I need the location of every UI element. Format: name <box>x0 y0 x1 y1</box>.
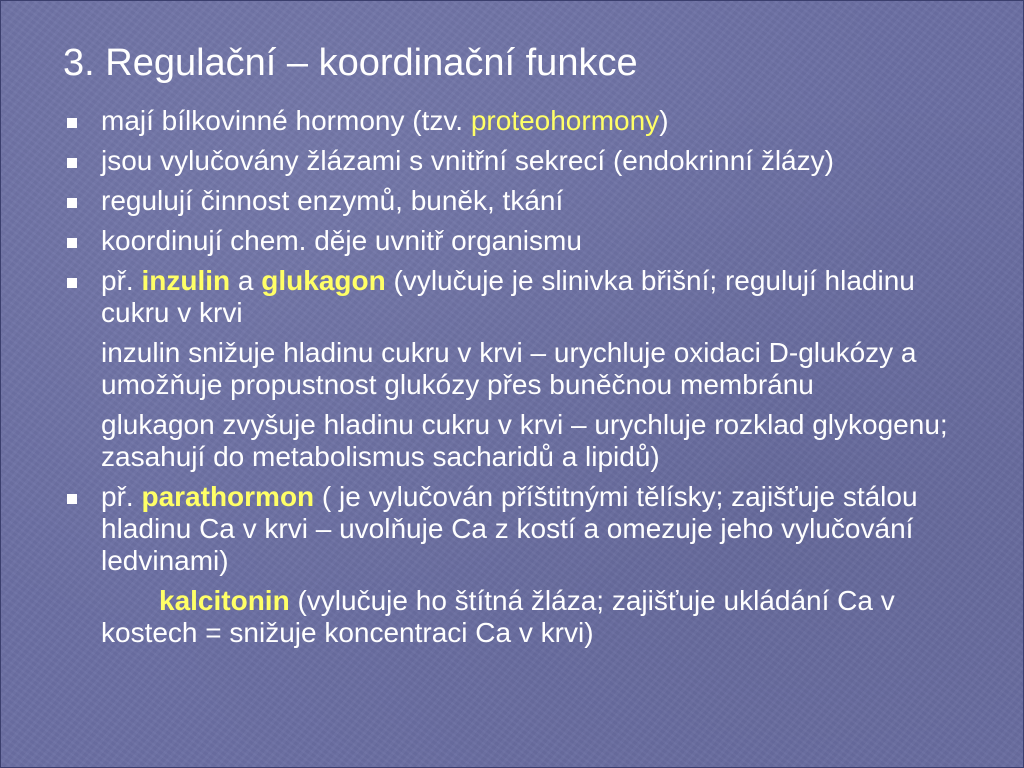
paragraph-text: inzulin snižuje hladinu cukru v krvi – urychluje oxidaci D-glukózy a umožňuje propustnost glukózy přes buněčnou membránu <box>101 337 917 400</box>
bullet-item-parathormon <box>65 481 965 577</box>
term-kalcitonin: kalcitonin <box>159 585 290 616</box>
bullet-item-endocrine-glands <box>65 145 965 177</box>
term-glukagon: glukagon <box>261 265 386 296</box>
bullet-text: ( je vylučován příštitnými tělísky; zajišťuje stálou hladinu Ca v krvi – uvolňuje Ca z kostí a omezuje jeho vylučování ledvinami) <box>101 481 918 576</box>
bullet-text: (vylučuje je slinivka břišní; regulují hladinu cukru v krvi <box>101 265 915 328</box>
bullet-text: koordinují chem. děje uvnitř organismu <box>101 225 582 256</box>
paragraph-text: (vylučuje ho štítná žláza; zajišťuje ukládání Ca v kostech = snižuje koncentraci Ca v krvi) <box>101 585 895 648</box>
bullet-text: ) <box>659 105 669 136</box>
bullet-item-coordinate <box>65 225 965 257</box>
term-inzulin: inzulin <box>141 265 231 296</box>
paragraph-text: glukagon zvyšuje hladinu cukru v krvi – urychluje rozklad glykogenu; zasahují do metabolismus sacharidů a lipidů) <box>101 409 948 472</box>
bullet-text: př. <box>101 265 142 296</box>
bullet-item-regulate <box>65 185 965 217</box>
square-bullet-icon <box>67 118 77 128</box>
square-bullet-icon <box>67 198 77 208</box>
square-bullet-icon <box>67 158 77 168</box>
term-proteohormony: proteohormony <box>470 105 660 136</box>
bullet-text: mají bílkovinné hormony (tzv. <box>101 105 471 136</box>
bullet-item-insulin-glucagon <box>65 265 965 329</box>
slide-content <box>65 105 965 657</box>
bullet-text: a <box>230 265 262 296</box>
bullet-text: př. <box>101 481 142 512</box>
bullet-text: regulují činnost enzymů, buněk, tkání <box>101 185 564 216</box>
square-bullet-icon <box>67 494 77 504</box>
paragraph-insulin <box>65 337 965 401</box>
square-bullet-icon <box>67 278 77 288</box>
slide-title: 3. Regulační – koordinační funkce <box>63 42 638 84</box>
bullet-text: jsou vylučovány žlázami s vnitřní sekrecí (endokrinní žlázy) <box>101 145 834 176</box>
paragraph-glucagon <box>65 409 965 473</box>
paragraph-kalcitonin <box>65 585 965 649</box>
bullet-item-proteohormony <box>65 105 965 137</box>
square-bullet-icon <box>67 238 77 248</box>
term-parathormon: parathormon <box>141 481 315 512</box>
